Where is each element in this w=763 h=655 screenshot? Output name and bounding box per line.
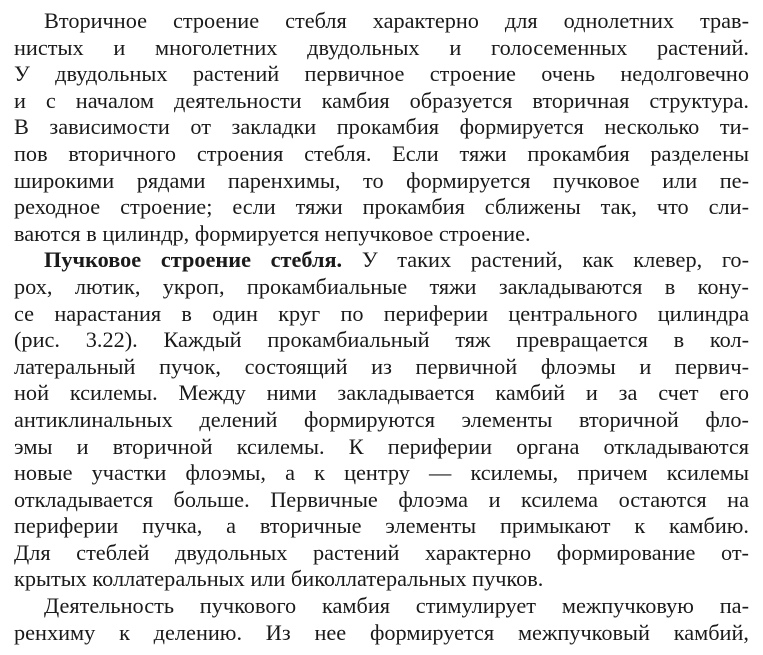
text-line: периферии пучка, а вторичные элементы примыкают к камбию. (14, 513, 749, 539)
text-line: реходное строение; если тяжи прокамбия сближены так, что сли- (14, 194, 749, 220)
section-heading: Пучковое строение стебля. (44, 247, 343, 273)
text-line: ной ксилемы. Между ними закладывается камбий и за счет его (14, 380, 749, 406)
text-line: новые участки флоэмы, а к центру — ксилемы, причем ксилемы (14, 460, 749, 486)
text-line: се нарастания в один круг по периферии центрального цилиндра (14, 300, 749, 326)
text-line: Вторичное строение стебля характерно для однолетних трав- (44, 8, 749, 33)
text-fragment: У таких растений, как клевер, го- (342, 247, 749, 273)
text-line: и с началом деятельности камбия образуется вторичная структура. (14, 87, 749, 113)
text-line: широкими рядами паренхимы, то формируется пучковое или пе- (14, 167, 749, 193)
text-line: эмы и вторичной ксилемы. К периферии органа откладываются (14, 433, 749, 459)
text-line: латеральный пучок, состоящий из первичной флоэмы и первич- (14, 353, 749, 379)
text-line: В зависимости от закладки прокамбия формируется несколько ти- (14, 114, 749, 140)
text-line: ваются в цилиндр, формируется непучковое строение. (14, 220, 531, 246)
text-line: крытых коллатеральных или биколлатеральных пучков. (14, 566, 544, 592)
text-line: Деятельность пучкового камбия стимулирует межпучковую па- (44, 593, 749, 619)
text-line: Для стеблей двудольных растений характерно формирование от- (14, 539, 749, 565)
text-line: антиклинальных делений формируются элементы вторичной фло- (14, 406, 749, 432)
paragraph-bundle-structure (14, 247, 749, 593)
text-line: (рис. 3.22). Каждый прокамбиальный тяж превращается в кол- (14, 327, 749, 353)
text-line: ренхиму к делению. Из нее формируется межпучковый камбий, (14, 619, 749, 645)
text-line: откладывается больше. Первичные флоэма и ксилема остаются на (14, 486, 749, 512)
text-line: рох, лютик, укроп, прокамбиальные тяжи закладываются в кону- (14, 273, 749, 299)
text-line: пов вторичного строения стебля. Если тяжи прокамбия разделены (14, 140, 749, 166)
text-line-with-heading (14, 247, 749, 274)
text-line: нистых и многолетних двудольных и голосеменных растений. (14, 34, 749, 60)
text-line: У двудольных растений первичное строение очень недолговечно (14, 61, 749, 87)
paragraph-cambium-activity (14, 593, 749, 646)
paragraph-secondary-structure (14, 8, 749, 247)
